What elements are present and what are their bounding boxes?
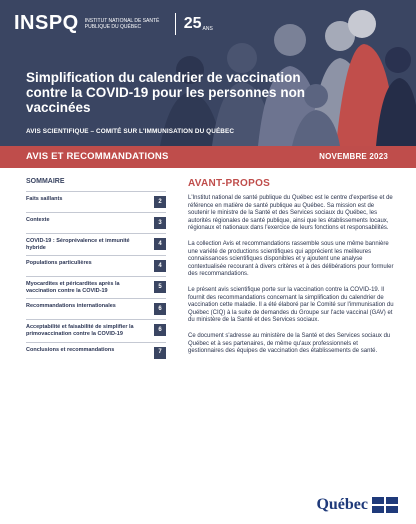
- toc-item-label: Conclusions et recommandations: [26, 346, 115, 353]
- toc-page-badge: 3: [154, 217, 166, 229]
- toc-title: SOMMAIRE: [26, 178, 65, 185]
- toc-item[interactable]: [26, 319, 166, 341]
- category-label: AVIS ET RECOMMANDATIONS: [26, 151, 169, 162]
- page-subtitle: AVIS SCIENTIFIQUE – COMITÉ SUR L'IMMUNISATION DU QUÉBEC: [26, 128, 235, 135]
- toc-item[interactable]: [26, 255, 166, 276]
- toc-item-label: COVID-19 : Séroprévalence et immunité hybride: [26, 238, 130, 251]
- cover-header: [0, 0, 416, 146]
- quebec-logo: [316, 496, 398, 514]
- toc-item-label: Acceptabilité et faisabilité de simplifier la primovaccination contre la COVID-19: [26, 324, 134, 337]
- publication-date: NOVEMBRE 2023: [319, 152, 388, 161]
- toc-item[interactable]: [26, 212, 166, 233]
- main-content: [188, 178, 394, 364]
- paragraph: La collection Avis et recommandations rassemble sous une même bannière une variété de productions scientifiques qui apprécient les meilleures connaissances scientifiques disponibles et y ajoutent une analyse contextualisée recourant à divers critères et à des délibérations pour formuler des recommandations.: [188, 240, 394, 278]
- toc-item[interactable]: [26, 233, 166, 255]
- paragraph: Ce document s'adresse au ministère de la Santé et des Services sociaux du Québec et à ses partenaires, de même qu'aux professionnels et gestionnaires des équipes de vaccination des établissements de santé.: [188, 332, 391, 355]
- toc-item[interactable]: [26, 276, 166, 298]
- toc-item[interactable]: [26, 191, 166, 212]
- paragraph: L'Institut national de santé publique du Québec est le centre d'expertise et de référence en matière de santé publique au Québec. Sa mission est de soutenir le ministre de la Santé et des Services sociaux du Québec, les autorités régionales de santé publique, ainsi que les établissements locaux, régionaux et nationaux dans l'exercice de leurs fonctions et responsabilités.: [188, 195, 393, 232]
- toc-page-badge: 2: [154, 196, 166, 208]
- toc-item-label: Myocardites et péricardites après la vaccination contre la COVID-19: [26, 281, 120, 294]
- anniversary-suffix: ANS: [202, 26, 213, 32]
- category-band: [0, 146, 416, 168]
- logo-subtitle: INSTITUT NATIONAL DE SANTÉ PUBLIQUE DU QUÉBEC: [84, 17, 160, 30]
- anniversary-number: 25: [183, 14, 202, 32]
- page-title: Simplification du calendrier de vaccination contre la COVID-19 pour les personnes non vaccinées: [26, 70, 306, 115]
- table-of-contents: [26, 178, 166, 363]
- toc-page-badge: 5: [154, 281, 166, 293]
- toc-page-badge: 6: [154, 324, 166, 336]
- toc-page-badge: 4: [154, 238, 166, 250]
- toc-item[interactable]: [26, 342, 166, 363]
- toc-page-badge: 4: [154, 260, 166, 272]
- section-heading: AVANT-PROPOS: [188, 178, 271, 189]
- toc-page-badge: 6: [154, 303, 166, 315]
- toc-item-label: Contexte: [26, 217, 50, 223]
- toc-item-label: Faits saillants: [26, 196, 63, 202]
- paragraph: Le présent avis scientifique porte sur la vaccination contre la COVID-19. Il fournit des recommandations concernant la simplification du calendrier de vaccination cette maladie. Il a été élaboré par le Comité sur l'immunisation du Québec (CIQ) à la suite de demandes du Groupe sur l'acte vaccinal (GAV) et du ministère de la Santé et des Services sociaux.: [188, 286, 394, 324]
- toc-item-label: Recommandations internationales: [26, 303, 116, 310]
- quebec-wordmark: Québec: [316, 496, 368, 513]
- toc-page-badge: 7: [154, 347, 166, 359]
- toc-item-label: Populations particulières: [26, 260, 92, 267]
- quebec-flag-icon: [372, 497, 398, 513]
- toc-item[interactable]: [26, 298, 166, 319]
- logo-text: INSPQ: [14, 12, 79, 34]
